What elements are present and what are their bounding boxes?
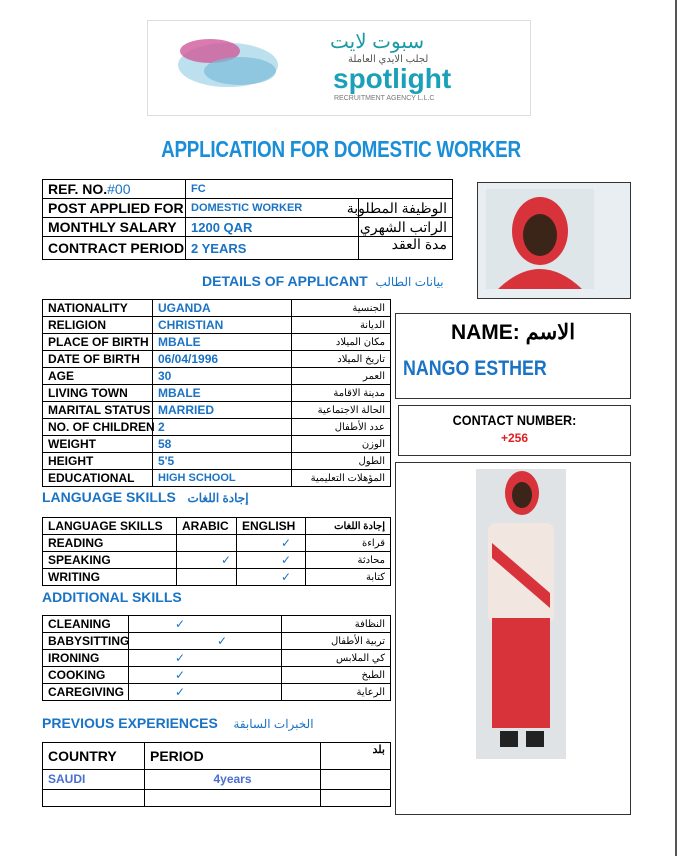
details-table [42, 299, 391, 487]
field-label: POST APPLIED FOR [43, 199, 186, 218]
skill-name: COOKING [43, 667, 129, 684]
table-row [43, 385, 391, 402]
experience-heading [42, 715, 314, 731]
field-label-ar: الوزن [292, 436, 391, 453]
field-value: 2 [153, 419, 292, 436]
field-label-ar: الديانة [292, 317, 391, 334]
table-row [43, 790, 391, 807]
additional-heading: ADDITIONAL SKILLS [42, 589, 182, 605]
full-body-photo [396, 463, 630, 814]
field-label: HEIGHT [43, 453, 153, 470]
language-heading-ar: إجادة اللغات [187, 491, 249, 505]
portrait-photo-frame [477, 182, 631, 299]
field-value: 1200 QAR [186, 218, 359, 237]
experience-table [42, 742, 391, 807]
column-header: LANGUAGE SKILLS [43, 518, 177, 535]
skill-name-ar: تربية الأطفال [282, 633, 391, 650]
field-label-ar: مدة العقد [359, 237, 453, 260]
logo-tagline: RECRUITMENT AGENCY L.L.C [334, 95, 435, 102]
field-label: AGE [43, 368, 153, 385]
full-body-photo-frame [395, 462, 631, 815]
skill-name: BABYSITTING [43, 633, 129, 650]
field-value: CHRISTIAN [153, 317, 292, 334]
skill-name: CLEANING [43, 616, 129, 633]
page-edge [675, 0, 677, 856]
field-label: EDUCATIONAL [43, 470, 153, 487]
logo-arabic-sub: لجلب الايدي العاملة [348, 54, 429, 65]
arabic-check [177, 569, 237, 586]
table-row [43, 317, 391, 334]
field-label: CONTRACT PERIOD [43, 237, 186, 260]
field-label-ar: تاريخ الميلاد [292, 351, 391, 368]
field-label-ar: الطول [292, 453, 391, 470]
skill-name: CAREGIVING [43, 684, 129, 701]
skill-check: ✓ [129, 650, 282, 667]
field-value: UGANDA [153, 300, 292, 317]
name-label: NAME: [450, 321, 520, 344]
experience-country [43, 790, 145, 807]
table-row [43, 300, 391, 317]
skill-name: IRONING [43, 650, 129, 667]
language-table [42, 517, 391, 586]
experience-country: SAUDI [43, 770, 145, 790]
field-label: WEIGHT [43, 436, 153, 453]
language-skill-ar: كتابة [306, 569, 391, 586]
field-label-ar: الوظيفة المطلوبة [359, 199, 453, 218]
experience-ar [321, 790, 391, 807]
applicant-name: NANGO ESTHER [403, 357, 547, 380]
experience-period [145, 790, 321, 807]
table-row [43, 650, 391, 667]
table-row [43, 770, 391, 790]
arabic-check: ✓ [177, 552, 237, 569]
field-value: HIGH SCHOOL [153, 470, 292, 487]
field-value: 06/04/1996 [153, 351, 292, 368]
page-title: APPLICATION FOR DOMESTIC WORKER [161, 136, 521, 162]
column-header: ARABIC [177, 518, 237, 535]
field-value: MBALE [153, 385, 292, 402]
table-row [43, 237, 453, 260]
header-table [42, 179, 453, 260]
name-label-ar: الاسم [525, 321, 576, 344]
contact-box [398, 405, 631, 456]
table-row [43, 569, 391, 586]
field-value: 58 [153, 436, 292, 453]
table-row [43, 470, 391, 487]
skill-name-ar: الطبخ [282, 667, 391, 684]
skill-check: ✓ [129, 684, 282, 701]
field-label: NO. OF CHILDREN [43, 419, 153, 436]
table-row [43, 180, 453, 199]
language-skill-ar: قراءة [306, 535, 391, 552]
field-label-ar: المؤهلات التعليمية [292, 470, 391, 487]
field-label-ar: مدينة الاقامة [292, 385, 391, 402]
field-label-ar: عدد الأطفال [292, 419, 391, 436]
skill-name-ar: الرعاية [282, 684, 391, 701]
table-row [43, 199, 453, 218]
table-header-row [43, 518, 391, 535]
skill-name-ar: كي الملابس [282, 650, 391, 667]
table-header-row [43, 743, 391, 770]
field-label-ar: العمر [292, 368, 391, 385]
experience-heading-ar: الخبرات السابقة [233, 717, 314, 731]
ref-number: #00 [107, 180, 131, 197]
column-header-ar: بلد [321, 743, 391, 770]
skill-check: ✓ [129, 633, 282, 650]
contact-label: CONTACT NUMBER: [452, 412, 577, 428]
field-value: DOMESTIC WORKER [186, 199, 359, 218]
language-skill: SPEAKING [43, 552, 177, 569]
column-header: ENGLISH [237, 518, 306, 535]
field-label: NATIONALITY [43, 300, 153, 317]
logo-name: spotlight [333, 63, 452, 94]
field-label-ar: الجنسية [292, 300, 391, 317]
field-label: LIVING TOWN [43, 385, 153, 402]
table-row [43, 684, 391, 701]
language-skill-ar: محادثة [306, 552, 391, 569]
english-check: ✓ [237, 552, 306, 569]
table-row [43, 436, 391, 453]
english-check: ✓ [237, 535, 306, 552]
table-row [43, 535, 391, 552]
field-label: RELIGION [43, 317, 153, 334]
field-label: MONTHLY SALARY [43, 218, 186, 237]
table-row [43, 402, 391, 419]
language-heading [42, 489, 249, 505]
experience-period: 4years [145, 770, 321, 790]
field-label-ar: الراتب الشهري [359, 218, 453, 237]
field-label: MARITAL STATUS [43, 402, 153, 419]
field-label-ar: مكان الميلاد [292, 334, 391, 351]
column-header: PERIOD [145, 743, 321, 770]
skill-name-ar: النظافة [282, 616, 391, 633]
table-row [43, 218, 453, 237]
contact-number: +256 [500, 431, 529, 445]
table-row [43, 453, 391, 470]
table-row [43, 419, 391, 436]
portrait-photo [478, 183, 630, 298]
agency-logo [147, 20, 531, 116]
field-value: MBALE [153, 334, 292, 351]
details-heading-ar: بيانات الطالب [375, 275, 444, 289]
column-header: COUNTRY [43, 743, 145, 770]
field-label-ar: الحالة الاجتماعية [292, 402, 391, 419]
table-row [43, 616, 391, 633]
skill-check: ✓ [129, 667, 282, 684]
additional-skills-table [42, 615, 391, 701]
name-box [395, 313, 631, 399]
arabic-check [177, 535, 237, 552]
table-row [43, 633, 391, 650]
table-row [43, 334, 391, 351]
logo-arabic: سبوت لايت [330, 31, 425, 53]
language-heading-en: LANGUAGE SKILLS [42, 489, 176, 505]
table-row [43, 552, 391, 569]
ref-value: FC [186, 180, 453, 199]
details-heading-en: DETAILS OF APPLICANT [202, 273, 368, 289]
skill-check: ✓ [129, 616, 282, 633]
field-label: DATE OF BIRTH [43, 351, 153, 368]
table-row [43, 351, 391, 368]
field-value: 5'5 [153, 453, 292, 470]
field-value: MARRIED [153, 402, 292, 419]
experience-heading-en: PREVIOUS EXPERIENCES [42, 715, 218, 731]
language-skill: READING [43, 535, 177, 552]
details-heading [202, 273, 444, 289]
field-label: PLACE OF BIRTH [43, 334, 153, 351]
experience-ar [321, 770, 391, 790]
table-row [43, 667, 391, 684]
language-skill: WRITING [43, 569, 177, 586]
field-value: 30 [153, 368, 292, 385]
field-value: 2 YEARS [186, 237, 359, 260]
table-row [43, 368, 391, 385]
english-check: ✓ [237, 569, 306, 586]
column-header-ar: إجادة اللغات [306, 518, 391, 535]
ref-label: REF. NO. [48, 180, 108, 197]
